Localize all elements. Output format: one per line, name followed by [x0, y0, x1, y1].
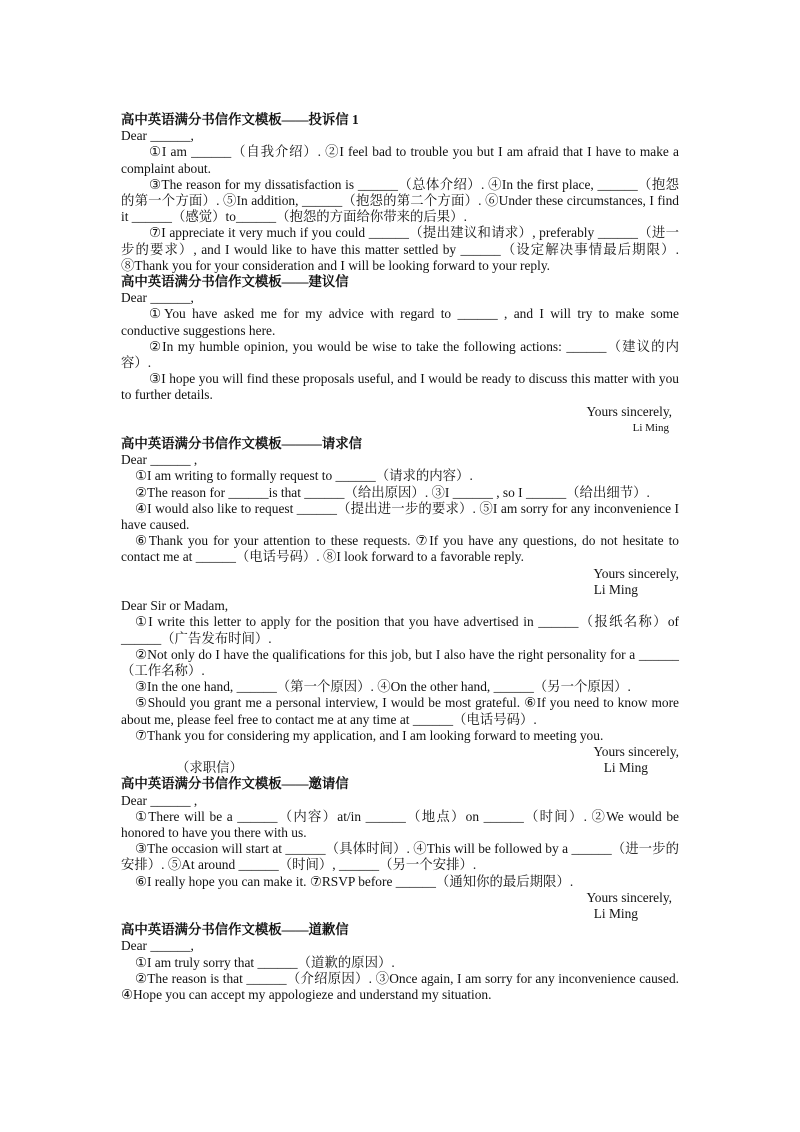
apology-letter-template	[121, 922, 679, 1003]
invitation-letter-title: 高中英语满分书信作文模板——邀请信	[121, 776, 349, 792]
closing: Yours sincerely,	[593, 565, 679, 581]
application-letter-template	[121, 598, 679, 776]
paragraph: ⑦I appreciate it very much if you could ______（提出建议和请求）, preferably ______（进一步的要求）, and I would like to have this matter settled by ______（设定解决事情最后期限）. ⑧Thank you for your consideration and I will be looking forward to your reply.	[121, 225, 679, 273]
paragraph: ⑦Thank you for considering my application, and I am looking forward to meeting you.	[135, 727, 604, 743]
paragraph: ①I am ______（自我介绍）. ②I feel bad to trouble you but I am afraid that I have to make a complaint about.	[121, 144, 679, 176]
signature: Li Ming	[593, 581, 638, 597]
paragraph: ⑥Thank you for your attention to these requests. ⑦If you have any questions, do not hesitate to contact me at ______（电话号码）. ⑧I look forward to a favorable reply.	[121, 533, 679, 565]
document-page	[121, 112, 679, 1003]
salutation: Dear ______,	[121, 290, 194, 306]
paragraph: ③I hope you will find these proposals useful, and I would be ready to discuss this matter with you to further details.	[121, 371, 679, 403]
paragraph: ①There will be a ______（内容）at/in ______（地点）on ______（时间）. ②We would be honored to have you there with us.	[121, 808, 679, 840]
paragraph: ①I am writing to formally request to ______（请求的内容）.	[135, 468, 473, 484]
salutation: Dear ______ ,	[121, 792, 198, 808]
paragraph: ②The reason is that ______（介绍原因）. ③Once again, I am sorry for any inconvenience caused. ④Hope you can accept my appologieze and understand my situation.	[121, 970, 679, 1002]
suggestion-letter-title: 高中英语满分书信作文模板——建议信	[121, 274, 349, 290]
paragraph: ③In the one hand, ______（第一个原因）. ④On the other hand, ______（另一个原因）.	[135, 679, 631, 695]
application-letter-label: （求职信）	[176, 760, 243, 776]
salutation: Dear ______,	[121, 938, 194, 954]
label-signature-row	[121, 760, 679, 776]
paragraph: ③The occasion will start at ______（具体时间）. ④This will be followed by a ______（进一步的安排）. ⑤At around ______（时间）, ______（另一个安排）.	[121, 841, 679, 873]
paragraph: ①I write this letter to apply for the position that you have advertised in ______（报纸名称）of ______（广告发布时间）.	[121, 614, 679, 646]
request-letter-title: 高中英语满分书信作文模板———请求信	[121, 436, 363, 452]
signature: Li Ming	[632, 421, 669, 434]
paragraph: ⑥I really hope you can make it. ⑦RSVP before ______（通知你的最后期限）.	[135, 873, 574, 889]
complaint-letter-title: 高中英语满分书信作文模板——投诉信 1	[121, 112, 359, 127]
salutation: Dear ______,	[121, 128, 194, 144]
paragraph: ①You have asked me for my advice with regard to ______ , and I will try to make some conductive suggestions here.	[121, 306, 679, 338]
paragraph: ②In my humble opinion, you would be wise to take the following actions: ______（建议的内容）.	[121, 338, 679, 371]
invitation-letter-template	[121, 776, 679, 922]
paragraph: ③The reason for my dissatisfaction is ______（总体介绍）. ④In the first place, ______（抱怨的第一个方面）. ⑤In addition, ______（抱怨的第二个方面）. ⑥Under these circumstances, I find it ______（感觉）to______（抱怨的方面给你带来的后果）.	[121, 176, 679, 225]
suggestion-letter-template	[121, 274, 679, 436]
paragraph: ①I am truly sorry that ______（道歉的原因）.	[135, 954, 395, 970]
closing: Yours sincerely,	[593, 743, 679, 759]
complaint-letter-template	[121, 112, 679, 274]
paragraph: ②The reason for ______is that ______（给出原因）. ③I ______ , so I ______（给出细节）.	[135, 484, 650, 500]
salutation: Dear Sir or Madam,	[121, 598, 229, 614]
closing: Yours sincerely,	[586, 403, 672, 419]
signature: Li Ming	[603, 760, 648, 776]
apology-letter-title: 高中英语满分书信作文模板——道歉信	[121, 922, 349, 938]
signature: Li Ming	[593, 905, 638, 921]
paragraph: ⑤Should you grant me a personal interview, I would be most grateful. ⑥If you need to know more about me, please feel free to contact me at any time at ______（电话号码）.	[121, 695, 679, 727]
request-letter-template	[121, 436, 679, 598]
paragraph: ④I would also like to request ______（提出进一步的要求）. ⑤I am sorry for any inconvenience I have caused.	[121, 500, 679, 533]
paragraph: ②Not only do I have the qualifications for this job, but I also have the right personality for a ______（工作名称）.	[121, 646, 679, 678]
salutation: Dear ______ ,	[121, 452, 198, 468]
closing: Yours sincerely,	[586, 889, 672, 905]
